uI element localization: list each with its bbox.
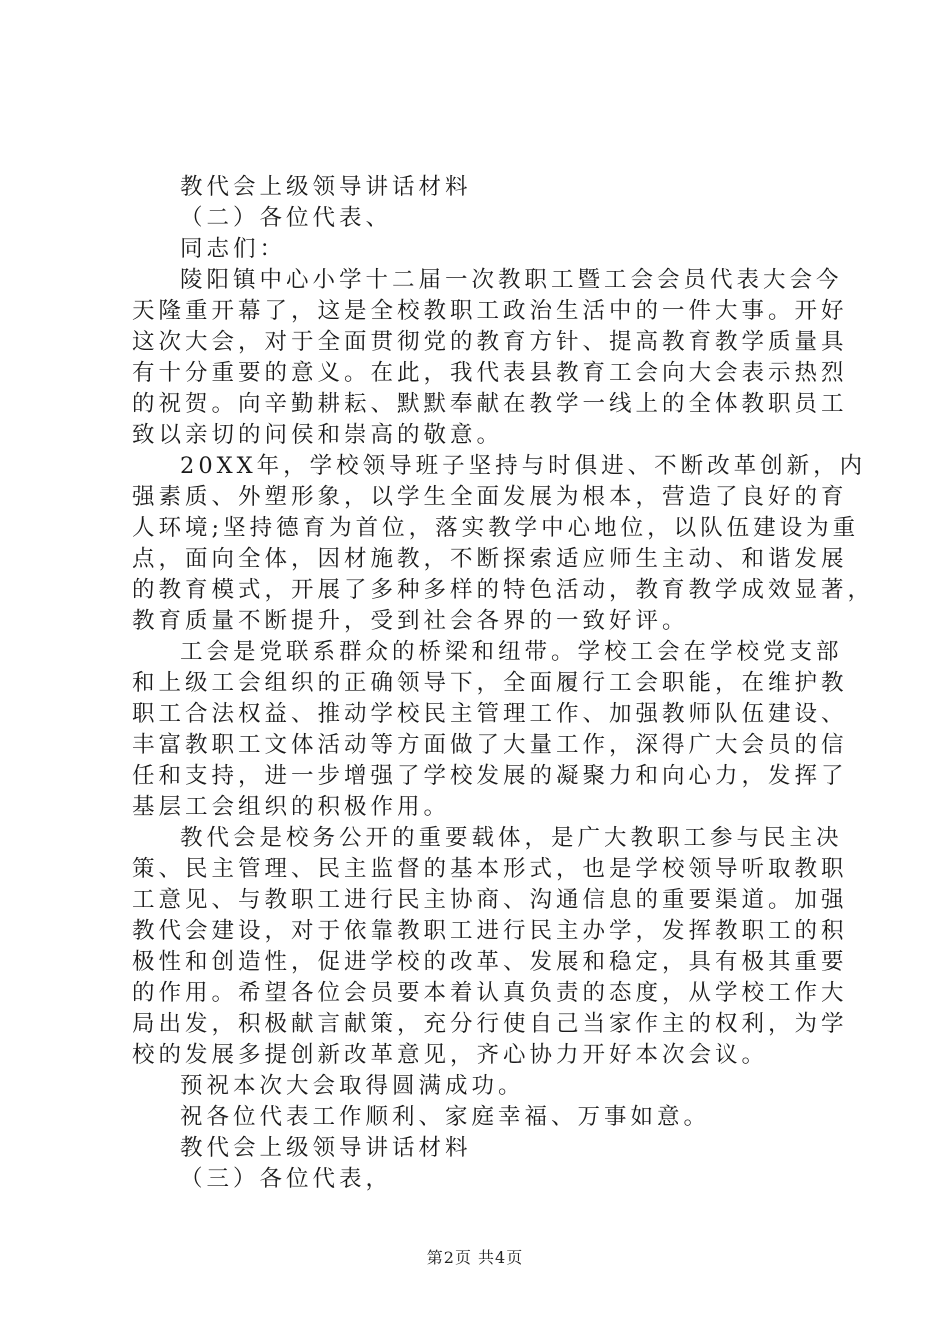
text-line: （二）各位代表、 <box>180 205 393 231</box>
text-line: 祝各位代表工作顺利、家庭幸福、万事如意。 <box>180 1104 711 1130</box>
text-line: 陵阳镇中心小学十二届一次教职工暨工会会员代表大会今 <box>180 267 843 293</box>
text-line: 20XX年，学校领导班子坚持与时俱进、不断改革创新，内 <box>180 453 867 479</box>
text-line: 天隆重开幕了，这是全校教职工政治生活中的一件大事。开好 <box>132 298 848 324</box>
text-line: 同志们： <box>180 236 287 262</box>
text-line: 极性和创造性，促进学校的改革、发展和稳定，具有极其重要 <box>132 949 848 975</box>
text-line: 教代会上级领导讲话材料 <box>180 1135 472 1161</box>
page-number-footer: 第2页 共4页 <box>426 1248 524 1267</box>
text-line: 工会是党联系群众的桥梁和纽带。学校工会在学校党支部 <box>180 639 843 665</box>
text-line: 局出发，积极献言献策，充分行使自己当家作主的权利，为学 <box>132 1011 848 1037</box>
document-body <box>132 172 875 1195</box>
text-line: 教代会上级领导讲话材料 <box>180 174 472 200</box>
text-line: 基层工会组织的积极作用。 <box>132 794 451 820</box>
text-line: 丰富教职工文体活动等方面做了大量工作，深得广大会员的信 <box>132 732 848 758</box>
text-line: 校的发展多提创新改革意见，齐心协力开好本次会议。 <box>132 1042 769 1068</box>
text-line: 致以亲切的问侯和崇高的敬意。 <box>132 422 504 448</box>
text-line: 这次大会，对于全面贯彻党的教育方针、提高教育教学质量具 <box>132 329 848 355</box>
text-line: 教育质量不断提升，受到社会各界的一致好评。 <box>132 608 689 634</box>
text-line: （三）各位代表， <box>180 1166 393 1192</box>
text-line: 的教育模式，开展了多种多样的特色活动，教育教学成效显著， <box>132 577 875 603</box>
text-line: 点，面向全体，因材施教，不断探索适应师生主动、和谐发展 <box>132 546 848 572</box>
text-line: 有十分重要的意义。在此，我代表县教育工会向大会表示热烈 <box>132 360 848 386</box>
text-line: 的作用。希望各位会员要本着认真负责的态度，从学校工作大 <box>132 980 848 1006</box>
text-line: 人环境;坚持德育为首位，落实教学中心地位，以队伍建设为重 <box>132 515 860 541</box>
text-line: 教代会建设，对于依靠教职工进行民主办学，发挥教职工的积 <box>132 918 848 944</box>
text-line: 预祝本次大会取得圆满成功。 <box>180 1073 525 1099</box>
text-line: 强素质、外塑形象，以学生全面发展为根本，营造了良好的育 <box>132 484 848 510</box>
text-line: 任和支持，进一步增强了学校发展的凝聚力和向心力，发挥了 <box>132 763 848 789</box>
text-line: 教代会是校务公开的重要载体，是广大教职工参与民主决 <box>180 825 843 851</box>
text-line: 的祝贺。向辛勤耕耘、默默奉献在教学一线上的全体教职员工 <box>132 391 848 417</box>
text-line: 工意见、与教职工进行民主协商、沟通信息的重要渠道。加强 <box>132 887 848 913</box>
text-line: 职工合法权益、推动学校民主管理工作、加强教师队伍建设、 <box>132 701 848 727</box>
text-line: 策、民主管理、民主监督的基本形式，也是学校领导听取教职 <box>132 856 848 882</box>
text-line: 和上级工会组织的正确领导下，全面履行工会职能，在维护教 <box>132 670 848 696</box>
